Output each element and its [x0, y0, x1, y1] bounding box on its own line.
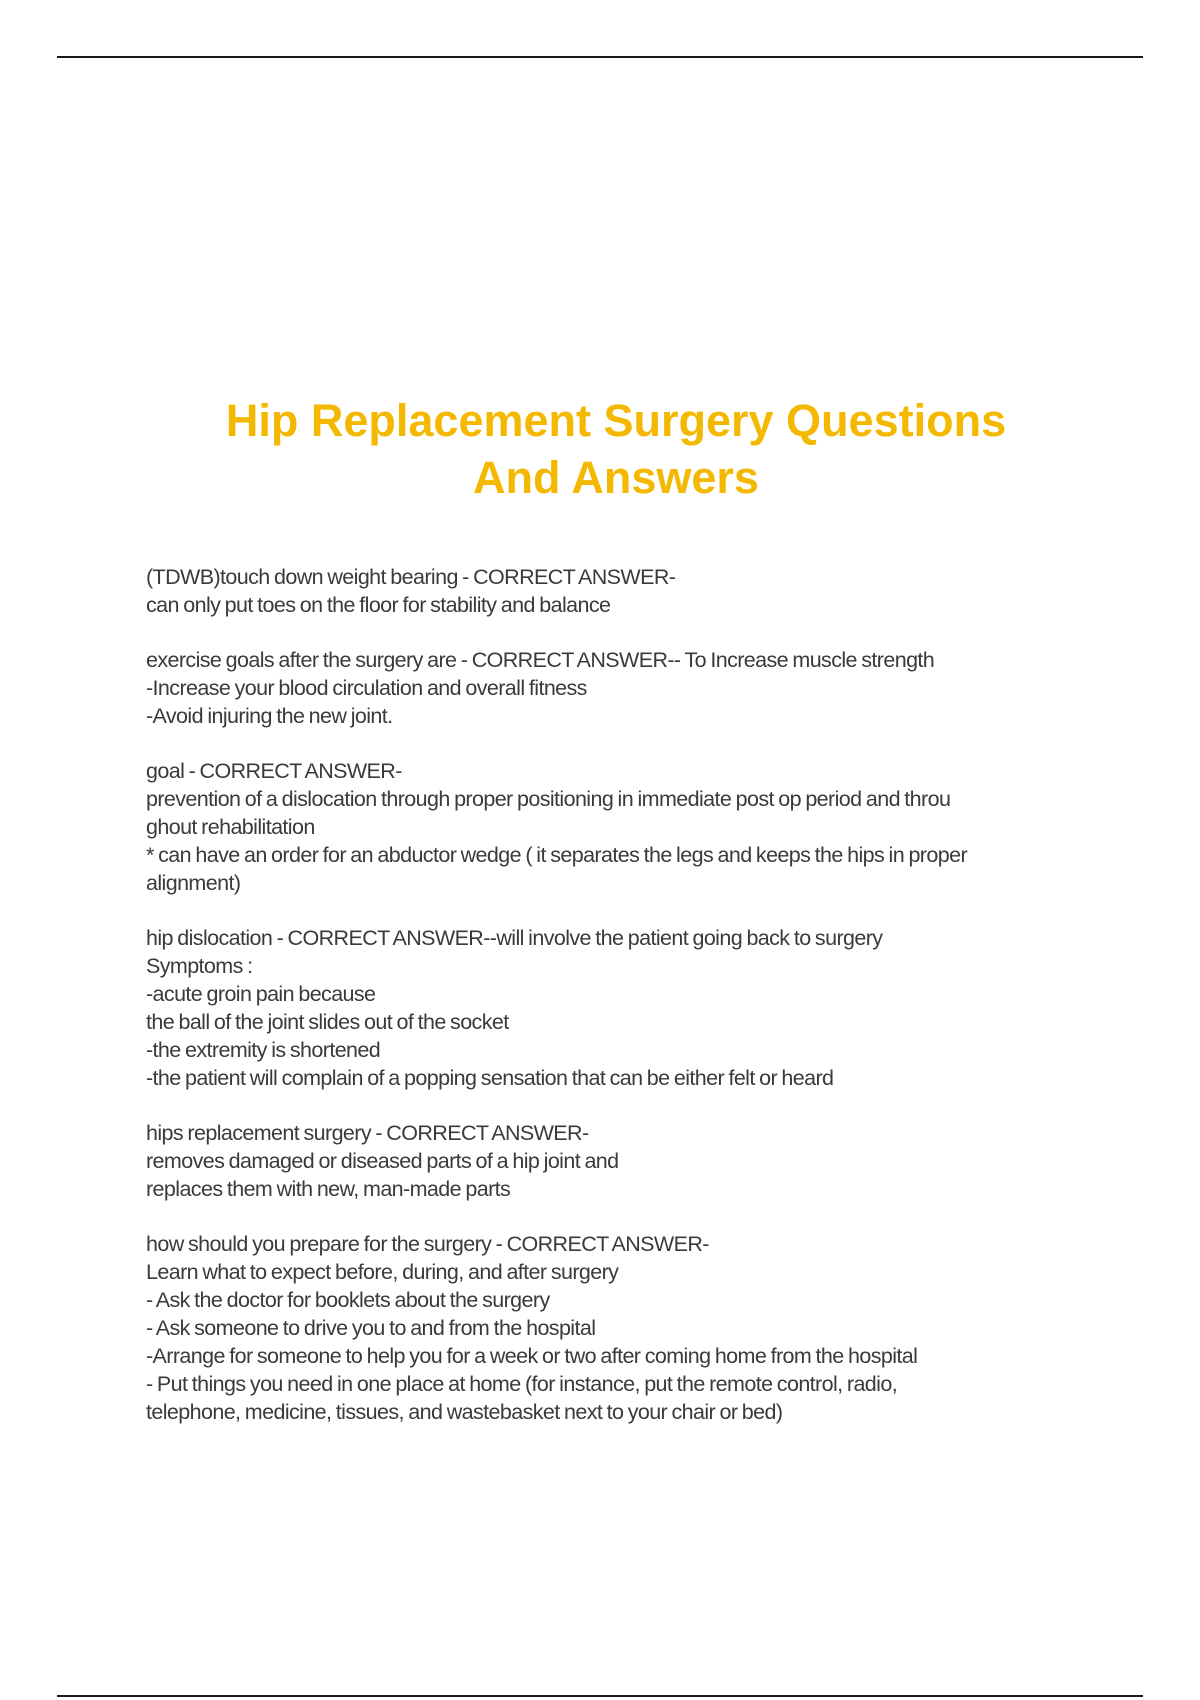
title-line-2: And Answers [473, 452, 759, 504]
entry-line: -Avoid injuring the new joint. [146, 704, 393, 728]
qa-list [146, 563, 1091, 1453]
top-rule [57, 56, 1143, 58]
entry-line: (TDWB)touch down weight bearing - CORRECT ANSWER- [146, 565, 676, 589]
entry-line: hip dislocation - CORRECT ANSWER--will involve the patient going back to surgery [146, 926, 883, 950]
entry-line: Symptoms : [146, 954, 253, 978]
qa-entry [146, 924, 1091, 1092]
entry-line: -Arrange for someone to help you for a week or two after coming home from the hospital [146, 1344, 918, 1368]
entry-line: alignment) [146, 871, 241, 895]
qa-entry [146, 1119, 1091, 1203]
entry-line: goal - CORRECT ANSWER- [146, 759, 402, 783]
entry-line: -the extremity is shortened [146, 1038, 381, 1062]
entry-line: the ball of the joint slides out of the socket [146, 1010, 509, 1034]
entry-line: hips replacement surgery - CORRECT ANSWER- [146, 1121, 589, 1145]
entry-line: * can have an order for an abductor wedge ( it separates the legs and keeps the hips in proper [146, 843, 967, 867]
entry-line: - Ask someone to drive you to and from the hospital [146, 1316, 596, 1340]
entry-line: Learn what to expect before, during, and after surgery [146, 1260, 619, 1284]
entry-line: can only put toes on the floor for stability and balance [146, 593, 611, 617]
title-line-1: Hip Replacement Surgery Questions [225, 395, 1007, 447]
qa-entry [146, 757, 1091, 897]
entry-line: -acute groin pain because [146, 982, 376, 1006]
entry-line: ghout rehabilitation [146, 815, 315, 839]
entry-line: -Increase your blood circulation and overall fitness [146, 676, 587, 700]
entry-line: how should you prepare for the surgery - CORRECT ANSWER- [146, 1232, 709, 1256]
entry-line: replaces them with new, man-made parts [146, 1177, 511, 1201]
entry-line: exercise goals after the surgery are - CORRECT ANSWER-- To Increase muscle strength [146, 648, 935, 672]
page-title [0, 392, 1200, 506]
entry-line: telephone, medicine, tissues, and wastebasket next to your chair or bed) [146, 1400, 783, 1424]
entry-line: -the patient will complain of a popping sensation that can be either felt or heard [146, 1066, 834, 1090]
entry-line: - Put things you need in one place at home (for instance, put the remote control, radio, [146, 1372, 898, 1396]
entry-line: prevention of a dislocation through proper positioning in immediate post op period and throu [146, 787, 951, 811]
entry-line: removes damaged or diseased parts of a hip joint and [146, 1149, 619, 1173]
qa-entry [146, 646, 1091, 730]
qa-entry [146, 563, 1091, 619]
bottom-rule [57, 1695, 1143, 1697]
qa-entry [146, 1230, 1091, 1426]
entry-line: - Ask the doctor for booklets about the surgery [146, 1288, 550, 1312]
